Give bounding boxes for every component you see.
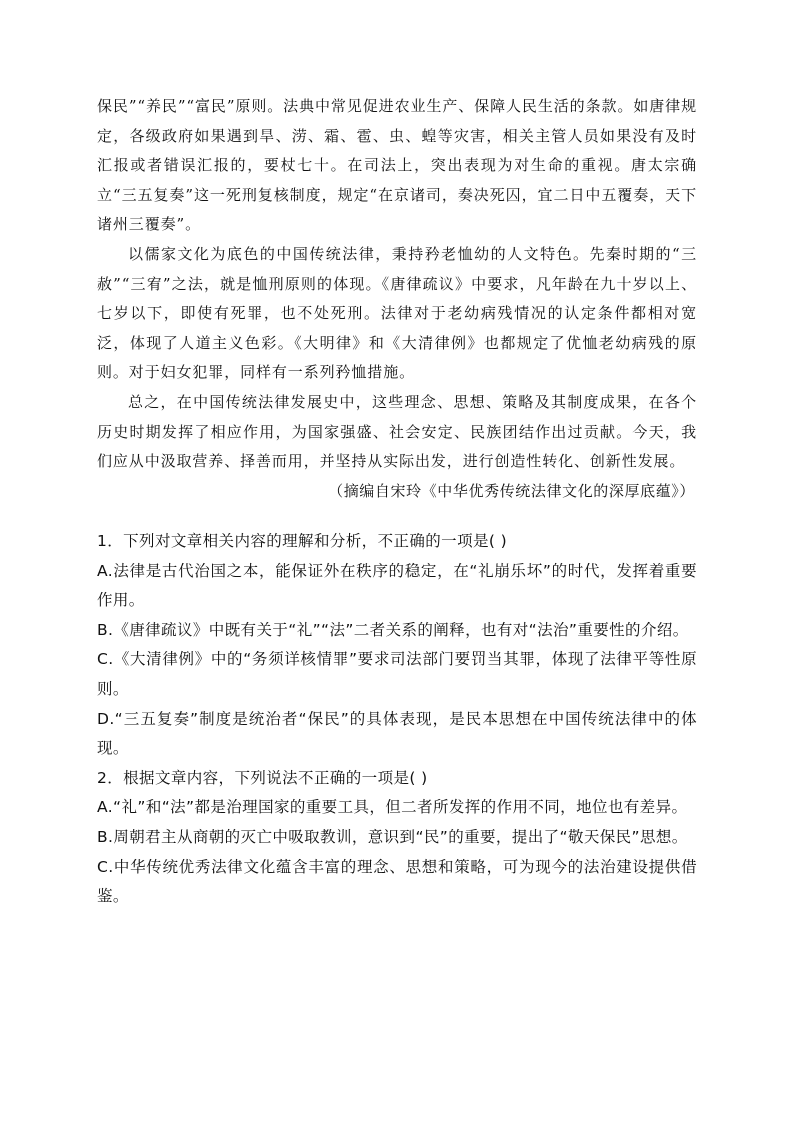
question-2-option-b: B.周朝君主从商朝的灭亡中吸取教训，意识到“民”的重要，提出了“敬天保民”思想。: [97, 827, 688, 846]
question-1-option-d: D.“三五复奏”制度是统治者“保民”的具体表现，是民本思想在中国传统法律中的体现。: [97, 709, 697, 758]
question-2-stem: 2．根据文章内容，下列说法不正确的一项是( ): [97, 768, 428, 787]
reading-passage: [97, 92, 697, 506]
passage-source-citation: （摘编自宋玲《中华优秀传统法律文化的深厚底蕴》）: [328, 481, 695, 500]
question-section: [97, 527, 697, 912]
question-2-option-a: A.“礼”和“法”都是治理国家的重要工具，但二者所发挥的作用不同，地位也有差异。: [97, 798, 688, 817]
passage-paragraph-continued: 保民”“养民”“富民”原则。法典中常见促进农业生产、保障人民生活的条款。如唐律规定，各级政府如果遇到旱、涝、霜、雹、虫、蝗等灾害，相关主管人员如果没有及时汇报或者错误汇报的，要杖七十。在司法上，突出表现为对生命的重视。唐太宗确立“三五复奏”这一死刑复核制度，规定“在京诸司，奏决死囚，宜二日中五覆奏，天下诸州三覆奏”。: [97, 97, 697, 234]
question-1-stem: 1．下列对文章相关内容的理解和分析，不正确的一项是( ): [97, 532, 508, 550]
question-1-option-c: C.《大清律例》中的“务须详核情罪”要求司法部门要罚当其罪，体现了法律平等性原则。: [97, 650, 697, 698]
question-2-option-c: C.中华传统优秀法律文化蕴含丰富的理念、思想和策略，可为现今的法治建设提供借鉴。: [97, 857, 697, 906]
question-1-option-b: B.《唐律疏议》中既有关于“礼”“法”二者关系的阐释，也有对“法治”重要性的介绍。: [97, 620, 689, 639]
passage-paragraph-elderly-care: 以儒家文化为底色的中国传统法律，秉持矜老恤幼的人文特色。先秦时期的“三赦”“三宥”之法，就是恤刑原则的体现。《唐律疏议》中要求，凡年龄在九十岁以上、七岁以下，即使有死罪，也不处死刑。法律对于老幼病残情况的认定条件都相对宽泛，体现了人道主义色彩。《大明律》和《大清律例》也都规定了优恤老幼病残的原则。对于妇女犯罪，同样有一系列矜恤措施。: [97, 244, 697, 382]
passage-paragraph-conclusion: 总之，在中国传统法律发展史中，这些理念、思想、策略及其制度成果，在各个历史时期发挥了相应作用，为国家强盛、社会安定、民族团结作出过贡献。今天，我们应从中汲取营养、择善而用，并坚持从实际出发，进行创造性转化、创新性发展。: [97, 392, 697, 471]
question-1-option-a: A.法律是古代治国之本，能保证外在秩序的稳定，在“礼崩乐坏”的时代，发挥着重要作用。: [97, 561, 697, 610]
